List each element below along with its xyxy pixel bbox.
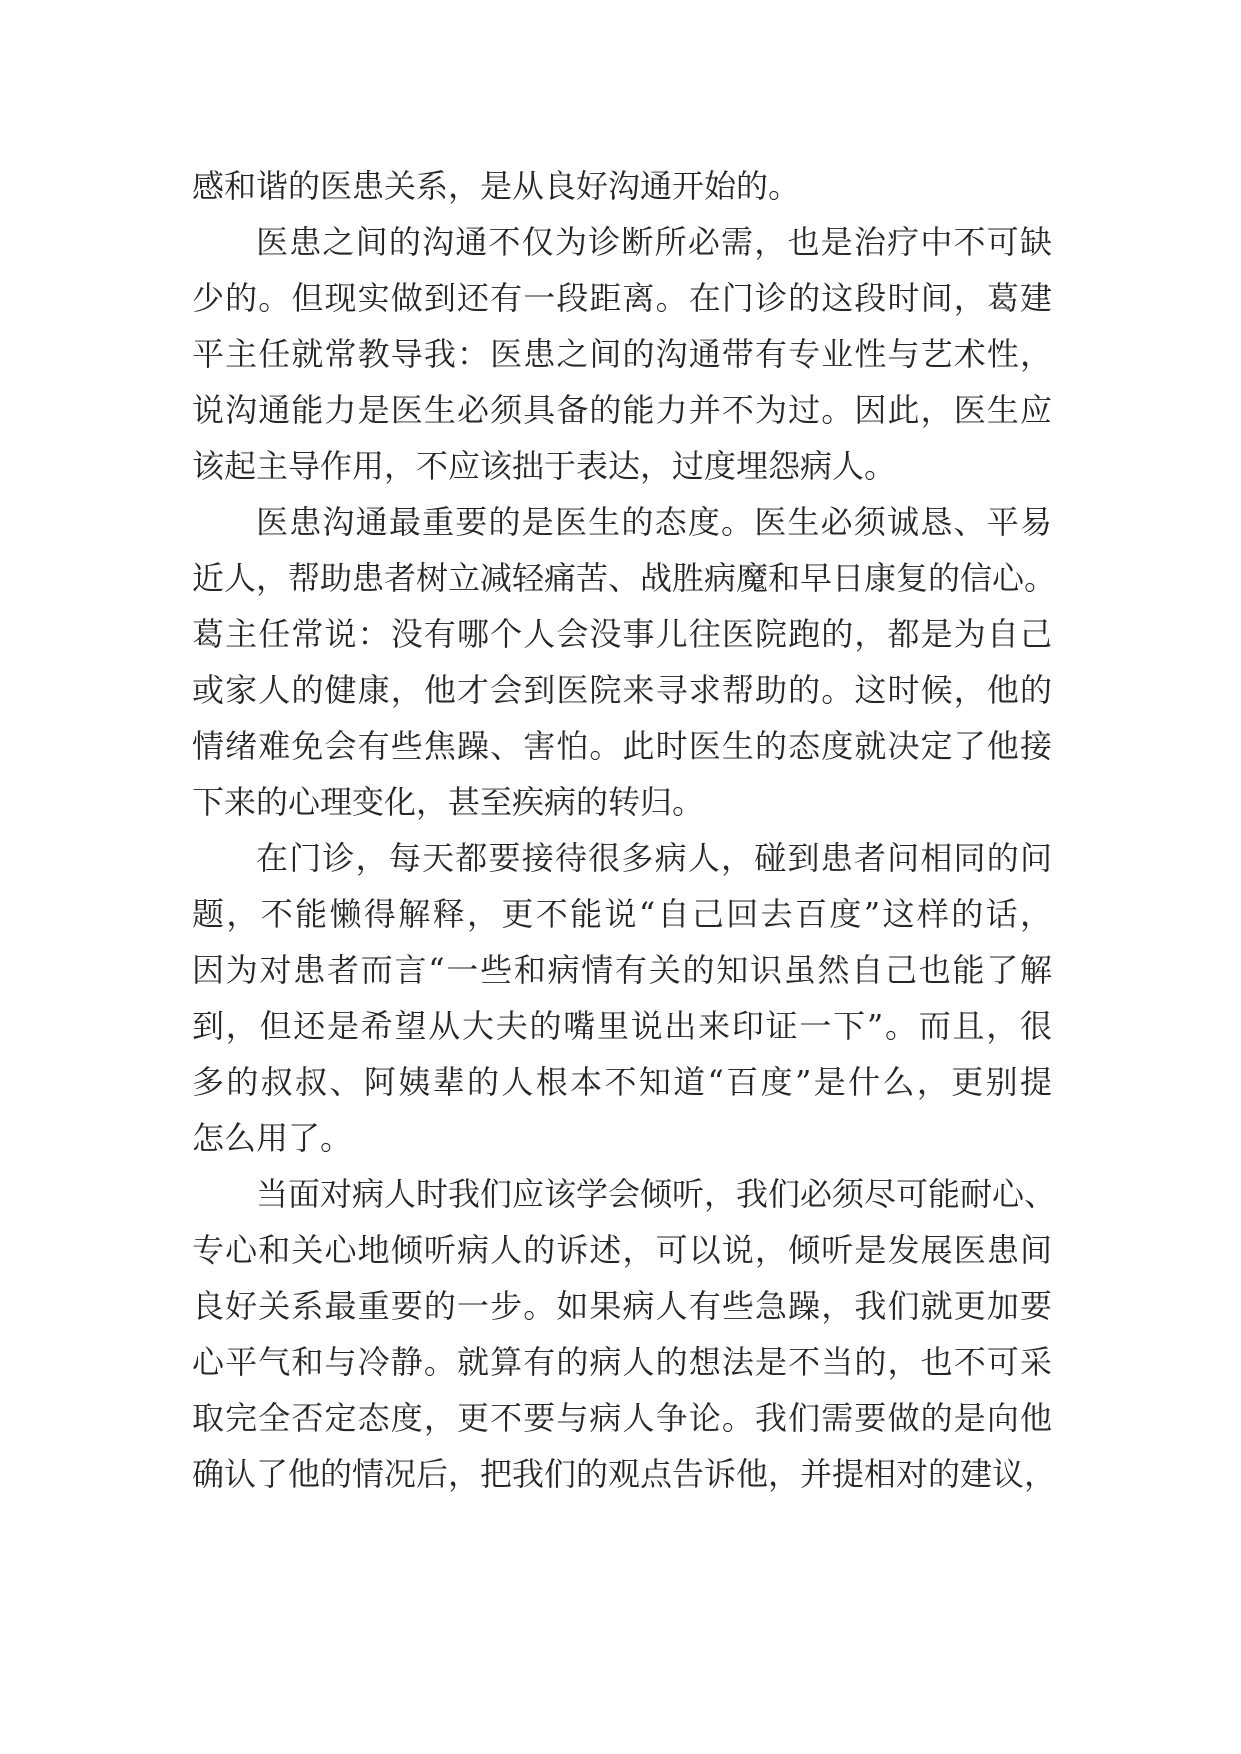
text-line: 取完全否定态度，更不要与病人争论。我们需要做的是向他 <box>192 1399 1052 1437</box>
text-line: 专心和关心地倾听病人的诉述，可以说，倾听是发展医患间 <box>192 1231 1052 1269</box>
text-line: 因为对患者而言“一些和病情有关的知识虽然自己也能了解 <box>192 951 1052 989</box>
text-line: 下来的心理变化，甚至疾病的转归。 <box>192 783 705 821</box>
text-line: 近人，帮助患者树立减轻痛苦、战胜病魔和早日康复的信心。 <box>192 559 1057 597</box>
text-line: 少的。但现实做到还有一段距离。在门诊的这段时间，葛建 <box>192 279 1052 317</box>
text-line: 怎么用了。 <box>192 1119 353 1157</box>
text-line: 题，不能懒得解释，更不能说“自己回去百度”这样的话， <box>192 895 1052 933</box>
text-line: 到，但还是希望从大夫的嘴里说出来印证一下”。而且，很 <box>192 1007 1052 1045</box>
paragraph-first-line: 当面对病人时我们应该学会倾听，我们必须尽可能耐心、 <box>256 1175 1057 1213</box>
paragraph-first-line: 医患之间的沟通不仅为诊断所必需，也是治疗中不可缺 <box>256 223 1052 261</box>
text-line: 或家人的健康，他才会到医院来寻求帮助的。这时候，他的 <box>192 671 1052 709</box>
paragraph-first-line: 医患沟通最重要的是医生的态度。医生必须诚恳、平易 <box>256 503 1052 541</box>
text-line: 说沟通能力是医生必须具备的能力并不为过。因此，医生应 <box>192 391 1052 429</box>
text-line: 平主任就常教导我：医患之间的沟通带有专业性与艺术性， <box>192 335 1052 373</box>
text-line: 感和谐的医患关系，是从良好沟通开始的。 <box>192 167 801 205</box>
paragraph-first-line: 在门诊，每天都要接待很多病人，碰到患者问相同的问 <box>256 839 1052 877</box>
text-line: 良好关系最重要的一步。如果病人有些急躁，我们就更加要 <box>192 1287 1052 1325</box>
text-line: 该起主导作用，不应该拙于表达，过度埋怨病人。 <box>192 447 897 485</box>
text-line: 多的叔叔、阿姨辈的人根本不知道“百度”是什么，更别提 <box>192 1063 1052 1101</box>
text-line: 葛主任常说：没有哪个人会没事儿往医院跑的，都是为自己 <box>192 615 1052 653</box>
text-line: 情绪难免会有些焦躁、害怕。此时医生的态度就决定了他接 <box>192 727 1052 765</box>
text-line: 心平气和与冷静。就算有的病人的想法是不当的，也不可采 <box>192 1343 1052 1381</box>
text-line: 确认了他的情况后，把我们的观点告诉他，并提相对的建议， <box>192 1455 1057 1493</box>
